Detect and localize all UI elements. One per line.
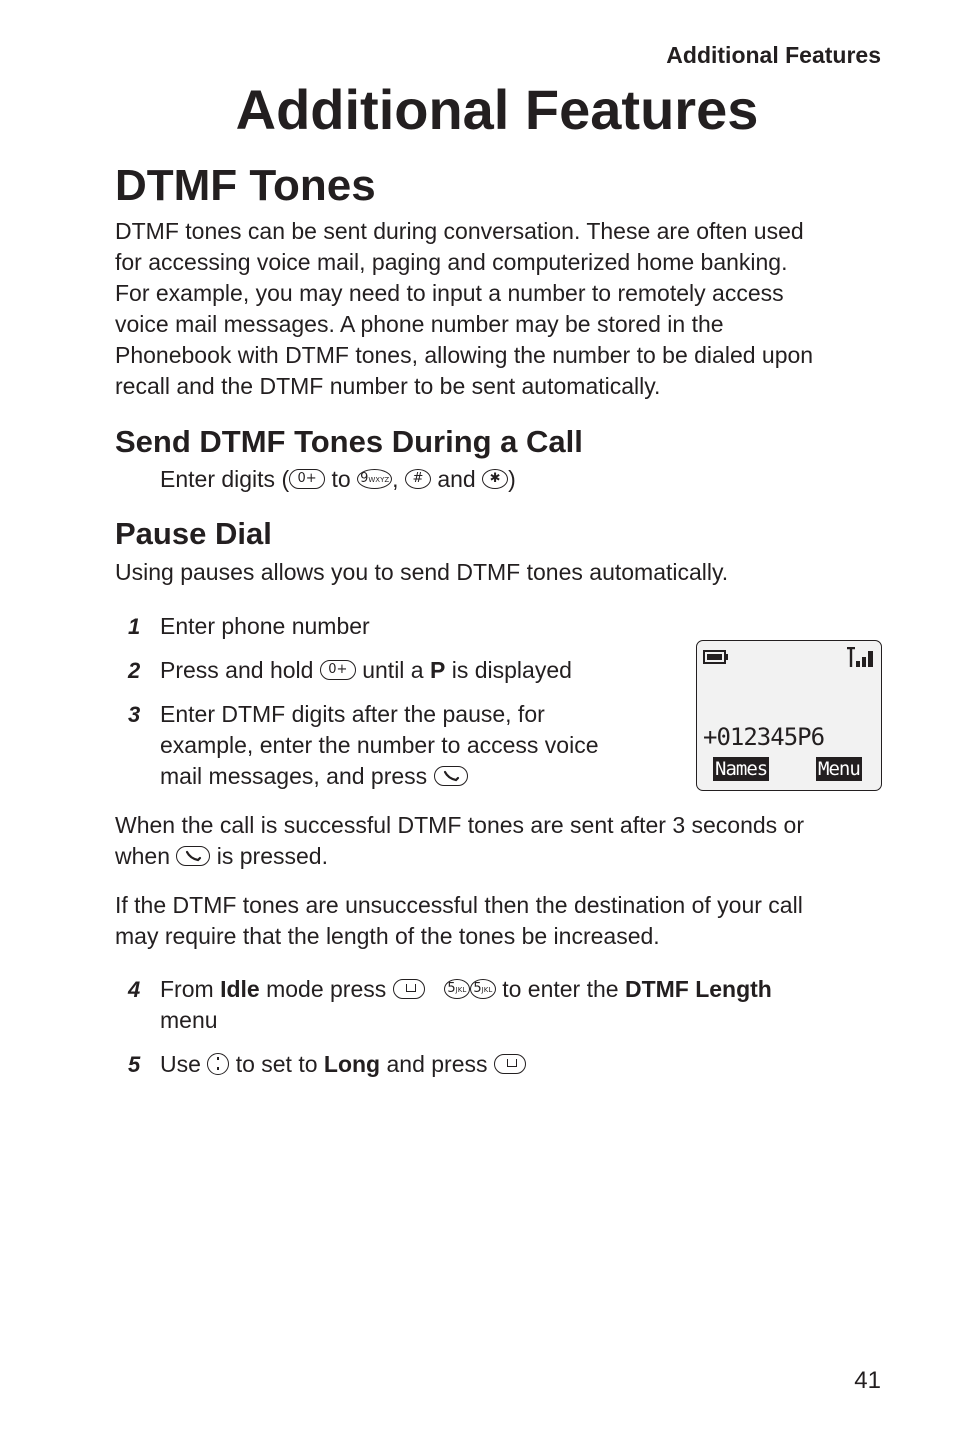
star-key-icon: ✱ xyxy=(482,469,508,489)
step-number: 3 xyxy=(128,702,141,727)
option-name: Long xyxy=(323,1051,381,1077)
text: mode press xyxy=(266,976,387,1002)
text: , xyxy=(392,466,399,492)
page-title: Additional Features xyxy=(235,78,759,141)
step-number: 2 xyxy=(128,658,141,683)
text: From xyxy=(160,976,214,1002)
zero-key-icon: 0+ xyxy=(320,660,356,680)
step-text xyxy=(160,655,572,686)
key-sublabel: JKL xyxy=(455,985,467,994)
section-heading-dtmf: DTMF Tones xyxy=(115,161,376,210)
key-label: 9 xyxy=(360,470,369,486)
send-call-key-icon xyxy=(176,846,210,866)
mode-name: Idle xyxy=(220,976,260,1002)
text-line: Phonebook with DTMF tones, allowing the number to be dialed upon xyxy=(115,342,814,368)
key-sublabel: JKL xyxy=(481,985,493,994)
dialed-number: +012345P6 xyxy=(703,723,825,751)
battery-icon xyxy=(703,649,729,665)
text-line xyxy=(115,841,328,872)
key-label: 5 xyxy=(473,980,482,996)
step-text: menu xyxy=(160,1007,218,1033)
text-line: For example, you may need to input a number to remotely access xyxy=(115,280,784,306)
text: and xyxy=(437,466,476,492)
running-header: Additional Features xyxy=(666,42,881,68)
pause-char: P xyxy=(429,657,446,683)
text-line: may require that the length of the tones be increased. xyxy=(115,923,660,949)
text: mail messages, and press xyxy=(160,763,428,789)
text: is pressed. xyxy=(216,843,328,869)
text-line: recall and the DTMF number to be sent automatically. xyxy=(115,373,661,399)
text-line: for accessing voice mail, paging and computerized home banking. xyxy=(115,249,788,275)
text: is displayed xyxy=(451,657,572,683)
page-number: 41 xyxy=(854,1367,881,1394)
text: Enter digits ( xyxy=(160,466,290,492)
enter-digits-line xyxy=(160,464,516,495)
menu-softkey-label: Menu xyxy=(818,758,860,780)
send-call-key-icon xyxy=(434,766,468,786)
text: Use xyxy=(160,1051,201,1077)
text: when xyxy=(115,843,170,869)
menu-name: DTMF Length xyxy=(624,976,772,1002)
navigation-key-icon xyxy=(207,1053,229,1075)
select-softkey-icon xyxy=(494,1054,526,1074)
signal-icon xyxy=(846,647,876,669)
text: to xyxy=(331,466,351,492)
text-line: When the call is successful DTMF tones are sent after 3 seconds or xyxy=(115,812,805,838)
step-text: example, enter the number to access voice xyxy=(160,732,599,758)
step-number: 1 xyxy=(128,614,141,639)
pause-intro: Using pauses allows you to send DTMF tones automatically. xyxy=(115,559,729,585)
text-line: voice mail messages. A phone number may be stored in the xyxy=(115,311,724,337)
subsection-heading-pause: Pause Dial xyxy=(115,516,272,551)
text: to set to xyxy=(235,1051,318,1077)
text-line: If the DTMF tones are unsuccessful then the destination of your call xyxy=(115,892,803,918)
names-softkey-label: Names xyxy=(715,758,768,780)
five-key-icon xyxy=(444,979,470,999)
step-number: 5 xyxy=(128,1052,141,1077)
zero-key-icon: 0+ xyxy=(289,469,325,489)
step-text: Enter phone number xyxy=(160,613,370,639)
hash-key-icon: # xyxy=(405,469,431,489)
nine-key-icon xyxy=(357,469,392,489)
text-line: DTMF tones can be sent during conversation. These are often used xyxy=(115,218,804,244)
subsection-heading-send: Send DTMF Tones During a Call xyxy=(115,424,583,459)
phone-display xyxy=(696,640,882,791)
select-softkey-icon xyxy=(393,979,425,999)
text: ) xyxy=(508,466,516,492)
step-text xyxy=(160,974,772,1005)
step-text xyxy=(160,1049,526,1080)
step-text: Enter DTMF digits after the pause, for xyxy=(160,701,545,727)
step-number: 4 xyxy=(128,977,141,1002)
text: until a xyxy=(362,657,424,683)
text: Press and hold xyxy=(160,657,314,683)
key-sublabel: WXYZ xyxy=(368,475,390,484)
text: and press xyxy=(386,1051,488,1077)
text: to enter the xyxy=(502,976,619,1002)
key-label: 5 xyxy=(447,980,456,996)
five-key-icon xyxy=(470,979,496,999)
step-text xyxy=(160,761,468,792)
